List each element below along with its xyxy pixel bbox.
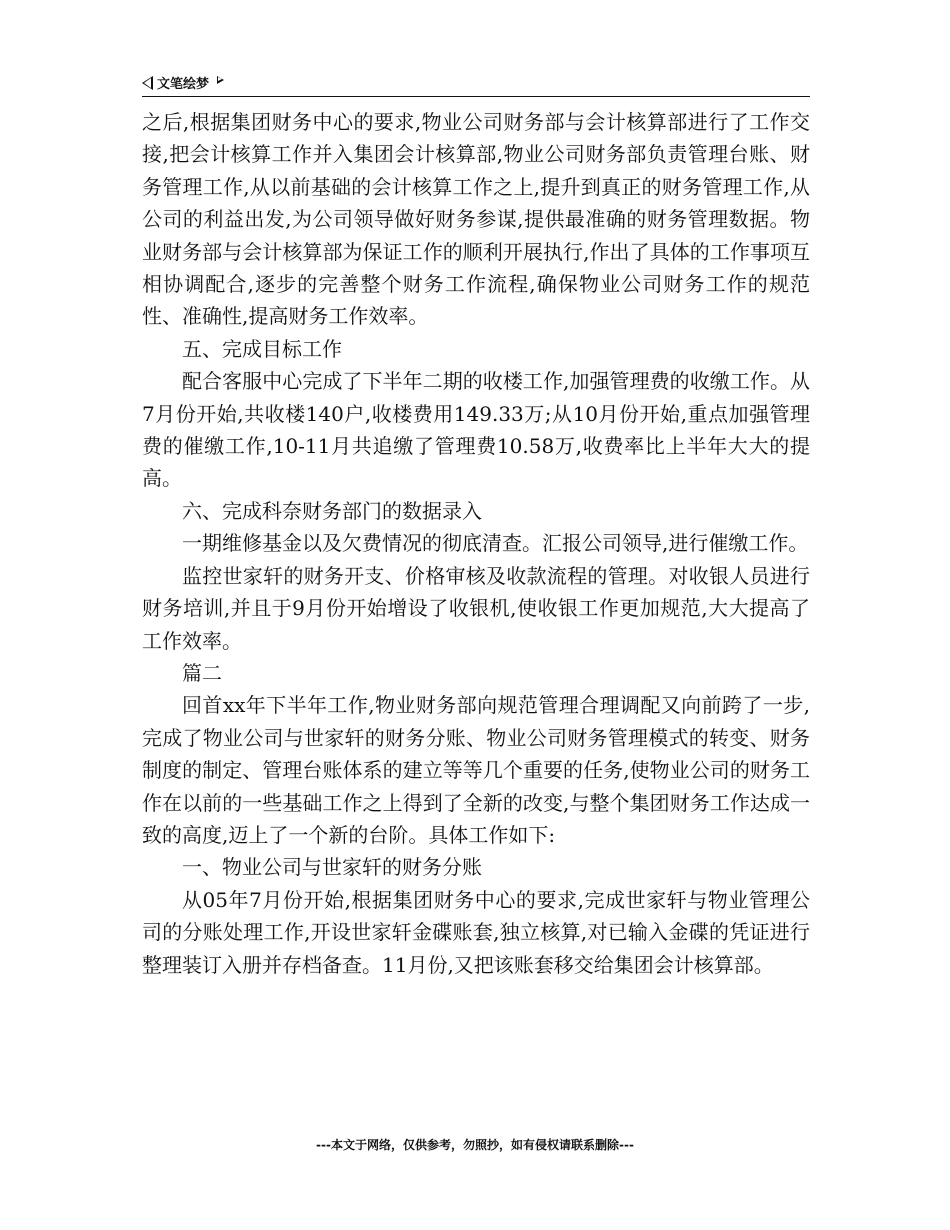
paragraph: 一期维修基金以及欠费情况的彻底清查。汇报公司领导,进行催缴工作。 (182, 531, 809, 556)
page-footer-notice: ---本文于网络，仅供参考，勿照抄，如有侵权请联系删除--- (316, 1138, 634, 1152)
paragraph: 配合客服中心完成了下半年二期的收楼工作,加强管理费的收缴工作。从7月份开始,共收楼140户,收楼费用149.33万;从10月份开始,重点加强管理费的催缴工作,10-11月共追缴了管理费10.58万,收费率比上半年大大的提高。 (142, 369, 810, 491)
part-heading: 篇二 (182, 660, 222, 685)
triangle-right-icon (217, 76, 224, 84)
triangle-left-icon (142, 76, 153, 90)
section-heading-six: 六、完成科奈财务部门的数据录入 (182, 498, 482, 523)
section-heading-five: 五、完成目标工作 (182, 336, 342, 361)
page-header (142, 70, 810, 97)
header-brand (142, 73, 224, 92)
paragraph: 监控世家轩的财务开支、价格审核及收款流程的管理。对收银人员进行财务培训,并且于9月份开始增设了收银机,使收银工作更加规范,大大提高了工作效率。 (142, 563, 810, 653)
paragraph: 回首xx年下半年工作,物业财务部向规范管理合理调配又向前跨了一步,完成了物业公司与世家轩的财务分账、物业公司财务管理模式的转变、财务制度的制定、管理台账体系的建立等等几个重要的任务,使物业公司的财务工作在以前的一些基础工作之上得到了全新的改变,与整个集团财务工作达成一致的高度,迈上了一个新的台阶。具体工作如下: (142, 693, 810, 847)
document-body (142, 106, 810, 981)
paragraph-continuation: 之后,根据集团财务中心的要求,物业公司财务部与会计核算部进行了工作交接,把会计核算工作并入集团会计核算部,物业公司财务部负责管理台账、财务管理工作,从以前基础的会计核算工作之上,提升到真正的财务管理工作,从公司的利益出发,为公司领导做好财务参谋,提供最准确的财务管理数据。物业财务部与会计核算部为保证工作的顺利开展执行,作出了具体的工作事项互相协调配合,逐步的完善整个财务工作流程,确保物业公司财务工作的规范性、准确性,提高财务工作效率。 (142, 110, 810, 329)
brand-label: 文笔绘梦 (157, 77, 210, 92)
paragraph: 从05年7月份开始,根据集团财务中心的要求,完成世家轩与物业管理公司的分账处理工作,开设世家轩金碟账套,独立核算,对已输入金碟的凭证进行整理装订入册并存档备查。11月份,又把该账套移交给集团会计核算部。 (142, 887, 810, 977)
section-heading-one: 一、物业公司与世家轩的财务分账 (182, 855, 482, 880)
